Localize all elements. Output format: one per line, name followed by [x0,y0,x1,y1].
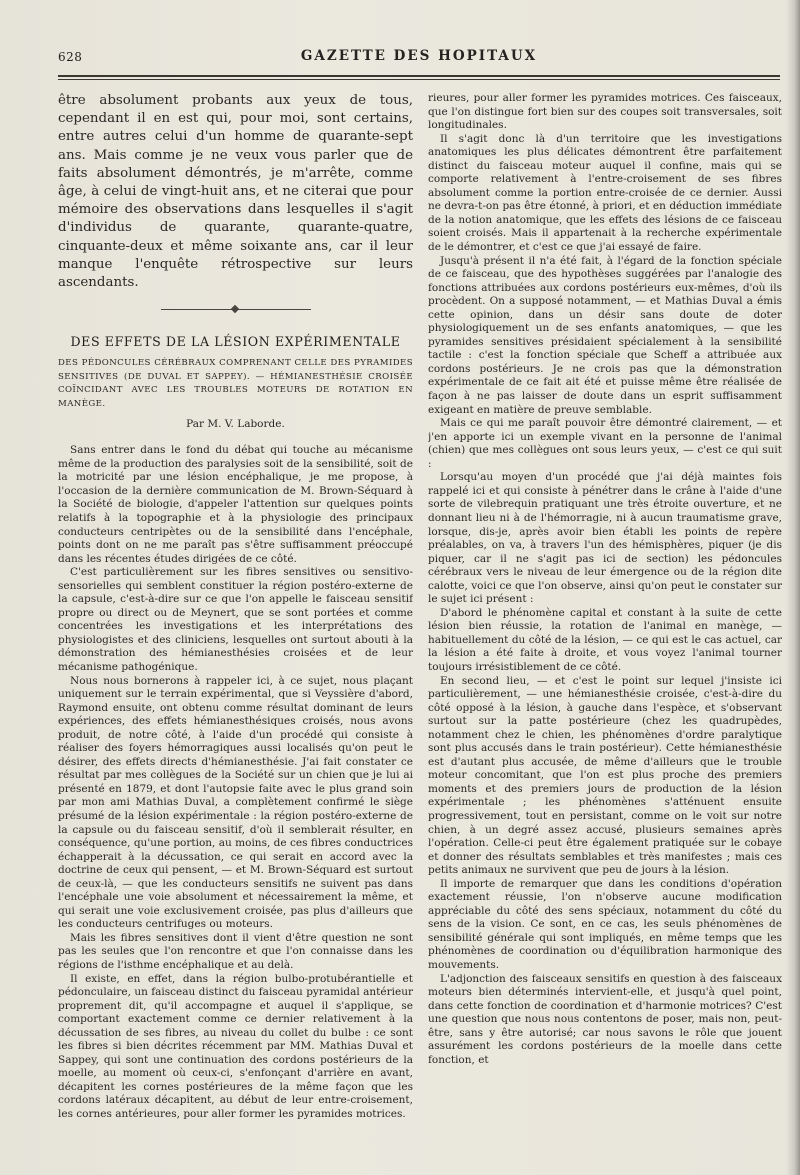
article-paragraph: Nous nous bornerons à rappeler ici, à ce sujet, nous plaçant uniquement sur le terrain expérimental, que si Veyssière d'abord, Raymond ensuite, ont obtenu comme résultat dominant de leurs expériences, des effets hémianesthésiques croisés, nous avons produit, de notre côté, à l'aide d'un procédé qui consiste à réaliser des foyers hémorragiques aussi localisés qu'on peut le désirer, des effets directs d'hémianesthésie. J'ai fait constater ce résultat par mes collègues de la Société sur un chien que je lui ai présenté en 1879, et dont l'autopsie faite avec le plus grand soin par mon ami Mathias Duval, a complètement confirmé le siège présumé de la lésion expérimentale : la région postéro-externe de la capsule ou du faisceau sensitif, d'où il semblerait résulter, en conséquence, qu'une portion, au moins, de ces fibres conductrices échapperait à la décussation, ce qui serait en accord avec la doctrine de ceux qui pensent, — et M. Brown-Séquard est surtout de ceux-là, — que les conducteurs sensitifs ne suivent pas dans l'encéphale une voie absolument et nécessairement la même, et qui serait une voie exclusivement croisée, pas plus d'ailleurs que les conducteurs centrifuges ou moteurs. [58,674,413,931]
right-column [428,92,782,1162]
article-paragraph: Mais ce qui me paraît pouvoir être démontré clairement, — et j'en apporte ici un exemple vivant en la personne de l'animal (chien) que mes collègues ont sous leurs yeux, — c'est ce qui suit : [428,417,782,470]
page-number: 628 [58,50,83,64]
article-paragraph: L'adjonction des faisceaux sensitifs en question à des faisceaux moteurs bien déterminés intervient-elle, et jusqu'à quel point, dans cette fonction de coordination et d'harmonie motrices? C'est une question que nous nous contentons de poser, mais non, peut-être, sans y être autorisé; car nous savons le rôle que jouent assurément les cordons postérieurs de la moelle dans cette fonction, et [428,972,782,1066]
header-rule-bottom [58,79,780,80]
section-subtitle: DES PÉDONCULES CÉRÉBRAUX COMPRENANT CELLE DES PYRAMIDES SENSITIVES (DE DUVAL ET SAPPEY). — HÉMIANESTHÉSIE CROISÉE COÏNCIDANT AVEC LES TROUBLES MOTEURS DE ROTATION EN MANÈGE. [58,358,413,409]
article-paragraph: Lorsqu'au moyen d'un procédé que j'ai déjà maintes fois rappelé ici et qui consiste à pénétrer dans le crâne à l'aide d'une sorte de vilebrequin pratiquant une très étroite ouverture, et ne donnant lieu ni à de l'hémorragie, ni à aucun traumatisme grave, lorsque, dis-je, après avoir bien établi les points de repère préalables, on va, à travers l'un des hémisphères, piquer (je dis piquer, car il ne s'agit pas ici de section) les pédoncules cérébraux vers le niveau de leur émergence ou de la région dite calotte, voici ce que l'on observe, ainsi qu'on peut le constater sur le sujet ici présent : [428,471,782,606]
article-paragraph: Mais les fibres sensitives dont il vient d'être question ne sont pas les seules que l'on rencontre et que l'on connaisse dans les régions de l'isthme encéphalique et au delà. [58,931,413,972]
page-header [58,50,780,74]
article-paragraph: Il importe de remarquer que dans les conditions d'opération exactement réussie, l'on n'observe aucune modification appréciable du côté des sens spéciaux, notamment du côté du sens de la vision. Ce sont, en ce cas, les seuls phénomènes de sensibilité générale qui sont impliqués, en même temps que les phénomènes de coordination ou d'équilibration harmonique des mouvements. [428,877,782,971]
separator-ornament [161,309,311,310]
article-paragraph: C'est particulièrement sur les fibres sensitives ou sensitivo-sensorielles qui semblent constituer la région postéro-externe de la capsule, c'est-à-dire sur ce que l'on appelle le faisceau sensitif propre ou direct ou de Meynert, que se sont portées et comme concentrées les investigations et les interprétations des physiologistes et des cliniciens, lesquelles ont surtout abouti à la démonstration des hémianesthésies croisées et de leur mécanisme pathogénique. [58,566,413,673]
intro-paragraph: être absolument probants aux yeux de tous, cependant il en est qui, pour moi, sont certains, entre autres celui d'un homme de quarante-sept ans. Mais comme je ne veux vous parler que de faits absolument démontrés, je m'arrête, comme âge, à celui de vingt-huit ans, et ne citerai que pour mémoire des observations dans lesquelles il s'agit d'individus de quarante, quarante-quatre, cinquante-deux et même soixante ans, car il leur manque l'enquête rétrospective sur leurs ascendants. [58,93,413,291]
article-paragraph: Sans entrer dans le fond du débat qui touche au mécanisme même de la production des paralysies soit de la sensibilité, soit de la motricité par une lésion encéphalique, je me propose, à l'occasion de la dernière communication de M. Brown-Séquard à la Société de biologie, d'appeler l'attention sur quelques points relatifs à la topographie et à la physiologie des principaux conducteurs centripètes ou de la sensibilité dans l'encéphale, points dont on ne me paraît pas s'être suffisamment préoccupé dans les récentes études dirigées de ce côté. [58,444,413,565]
section-title: DES EFFETS DE LA LÉSION EXPÉRIMENTALE [70,334,401,350]
article-paragraph: Jusqu'à présent il n'a été fait, à l'égard de la fonction spéciale de ce faisceau, que des hypothèses suggérées par l'analogie des fonctions attribuées aux cordons postérieurs eux-mêmes, d'où ils procèdent. On a supposé notamment, — et Mathias Duval a émis cette opinion, dans un désir sans doute de doter physiologiquement un de ses enfants anatomiques, — que les pyramides sensitives présidaient spécialement à la sensibilité tactile : c'est la fonction spéciale que Scheff a attribuée aux cordons postérieurs. Je ne crois pas que la démonstration expérimentale de ce fait ait été et puisse même être réalisée de façon à ne pas laisser de doute dans un esprit suffisamment exigeant en matière de preuve semblable. [428,254,782,416]
article-paragraph: D'abord le phénomène capital et constant à la suite de cette lésion bien réussie, la rotation de l'animal en manège, — habituellement du côté de la lésion, — ce qui est le cas actuel, car la lésion a été faite à droite, et vous voyez l'animal tourner toujours irrésistiblement de ce côté. [428,606,782,673]
article-paragraph: rieures, pour aller former les pyramides motrices. Ces faisceaux, que l'on distingue fort bien sur des coupes soit transversales, soit longitudinales. [428,92,782,132]
article-paragraph: Il existe, en effet, dans la région bulbo-protubérantielle et pédonculaire, un faisceau distinct du faisceau pyramidal antérieur proprement dit, qu'il accompagne et auquel il s'applique, se comportant exactement comme ce dernier relativement à la décussation de ses fibres, au niveau du collet du bulbe : ce sont les fibres si bien décrites récemment par MM. Mathias Duval et Sappey, qui sont une continuation des cordons postérieurs de la moelle, au moment où ceux-ci, s'enfonçant d'arrière en avant, décapitent les cornes postérieures de la même façon que les cordons latéraux décapitent, au début de leur entre-croisement, les cornes antérieures, pour aller former les pyramides motrices. [58,972,413,1121]
section-separator [58,292,413,326]
header-rule-top [58,75,780,77]
author-byline: Par M. V. Laborde. [186,418,285,431]
page-edge-shadow [786,0,800,1175]
article-paragraph: En second lieu, — et c'est le point sur lequel j'insiste ici particulièrement, — une hémianesthésie croisée, c'est-à-dire du côté opposé à la lésion, à gauche dans l'espèce, et s'observant surtout sur la patte postérieure (chez les quadrupèdes, notamment chez le chien, les phénomènes d'ordre paralytique sont plus accusés dans le train postérieur). Cette hémianesthésie est d'autant plus accusée, de même d'ailleurs que le trouble moteur concomitant, que l'on est plus proche des premiers moments et des premiers jours de production de la lésion expérimentale ; les phénomènes s'atténuent ensuite progressivement, tout en persistant, comme on le voit sur notre chien, à un degré assez accusé, plusieurs semaines après l'opération. Celle-ci peut être également pratiquée sur le cobaye et donner des résultats semblables et très manifestes ; mais ces petits animaux ne survivent que peu de jours à la lésion. [428,674,782,877]
article-paragraph: Il s'agit donc là d'un territoire que les investigations anatomiques les plus délicates démontrent être parfaitement distinct du faisceau moteur auquel il confine, mais qui se comporte relativement à l'entre-croisement de ses fibres absolument comme la portion entre-croisée de ce dernier. Aussi ne devra-t-on pas être étonné, à priori, et en déduction immédiate de la notion anatomique, que les effets des lésions de ce faisceau soient croisés. Mais il appartenait à la recherche expérimentale de le démontrer, et c'est ce que j'ai essayé de faire. [428,132,782,254]
left-column [58,92,413,1162]
journal-title: GAZETTE DES HOPITAUX [300,48,538,64]
